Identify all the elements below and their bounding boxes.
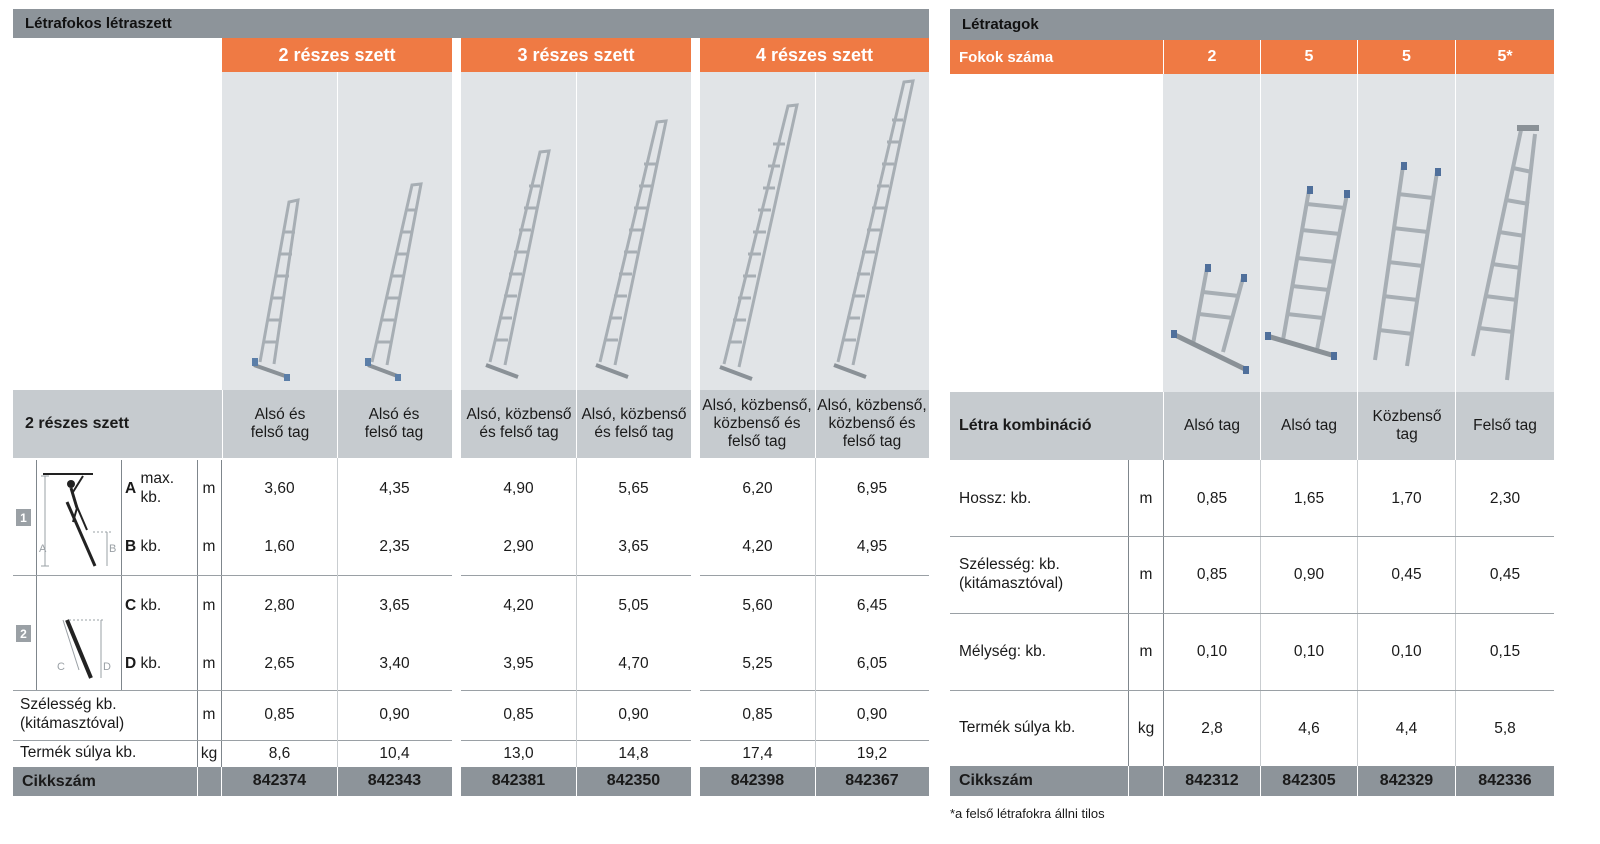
row-d-unit: m xyxy=(202,655,216,673)
row-c-label xyxy=(125,593,197,619)
person-on-ladder-diagram xyxy=(37,462,121,572)
r-depth-3: 0,10 xyxy=(1391,643,1422,661)
row-a-text: max. kb. xyxy=(140,470,175,506)
row-c-unit: m xyxy=(202,597,216,615)
r-weight-unit: kg xyxy=(1137,719,1155,737)
row-a-label xyxy=(125,470,197,506)
b-val-2: 2,35 xyxy=(379,538,410,556)
r-width-4: 0,45 xyxy=(1489,566,1521,584)
col-desc-6: Alsó, közbenső, közbenső és felső tag xyxy=(817,397,927,450)
a-val-2: 4,35 xyxy=(379,480,410,498)
row-c-text: kb. xyxy=(140,596,162,614)
set-header-2: 2 részes szett xyxy=(222,38,452,72)
r-depth-4: 0,15 xyxy=(1489,643,1521,661)
wt-val-3: 13,0 xyxy=(503,744,534,762)
row-a-unit: m xyxy=(202,480,216,498)
row-b-letter: B xyxy=(125,537,137,555)
row-b-label xyxy=(125,534,197,560)
col-desc-1: Alsó és felső tag xyxy=(250,406,310,441)
left-weight-unit: kg xyxy=(200,744,218,762)
tag-1: Alsó tag xyxy=(1183,417,1240,435)
col-desc-5: Alsó, közbenső, közbenső és felső tag xyxy=(702,397,812,450)
r-weight-label: Termék súlya kb. xyxy=(959,719,1076,737)
leaning-ladder-diagram xyxy=(37,580,121,688)
row-d-letter: D xyxy=(125,654,137,672)
row-a-letter: A xyxy=(125,479,137,497)
w-val-5: 0,85 xyxy=(742,706,773,724)
tag-3: Közbenső tag xyxy=(1372,408,1442,443)
right-table-title: Létratagok xyxy=(950,9,1554,40)
r-width-label: Szélesség: kb. (kitámasztóval) xyxy=(959,556,1064,592)
b-val-6: 4,95 xyxy=(856,538,888,556)
row-b-text: kb. xyxy=(140,537,162,555)
r-length-label: Hossz: kb. xyxy=(959,489,1032,507)
r-width-1: 0,85 xyxy=(1196,566,1228,584)
steps-3: 5 xyxy=(1358,40,1455,74)
fokok-label: Fokok száma xyxy=(950,40,1163,74)
code-5: 842398 xyxy=(730,772,785,790)
r-length-2: 1,65 xyxy=(1293,490,1325,508)
r-length-1: 0,85 xyxy=(1196,490,1228,508)
diagram-letter-a: A xyxy=(39,543,47,555)
r-code-1: 842312 xyxy=(1185,771,1239,789)
code-1: 842374 xyxy=(252,772,307,790)
wt-val-5: 17,4 xyxy=(742,744,773,762)
tag-2: Alsó tag xyxy=(1280,417,1337,435)
r-weight-1: 2,8 xyxy=(1201,719,1223,737)
wt-val-2: 10,4 xyxy=(379,744,410,762)
steps-4: 5* xyxy=(1456,40,1554,74)
r-code-4: 842336 xyxy=(1478,771,1532,789)
r-width-3: 0,45 xyxy=(1391,566,1422,584)
code-6: 842367 xyxy=(845,772,899,790)
w-val-1: 0,85 xyxy=(264,706,295,724)
d-val-4: 4,70 xyxy=(618,655,649,673)
b-val-4: 3,65 xyxy=(618,538,649,556)
r-weight-4: 5,8 xyxy=(1494,719,1516,737)
a-val-5: 6,20 xyxy=(742,480,773,498)
a-val-6: 6,95 xyxy=(856,480,888,498)
r-length-3: 1,70 xyxy=(1391,490,1422,508)
badge-2: 2 xyxy=(16,625,31,642)
c-val-1: 2,80 xyxy=(264,597,295,615)
left-row-header: 2 részes szett xyxy=(25,415,130,433)
w-val-3: 0,85 xyxy=(503,706,534,724)
a-val-3: 4,90 xyxy=(503,480,534,498)
wt-val-6: 19,2 xyxy=(856,744,888,762)
d-val-3: 3,95 xyxy=(503,655,534,673)
r-width-2: 0,90 xyxy=(1293,566,1325,584)
d-val-5: 5,25 xyxy=(742,655,773,673)
c-val-4: 5,05 xyxy=(618,597,649,615)
row-d-label xyxy=(125,651,197,677)
diagram-letter-d: D xyxy=(103,661,111,673)
d-val-2: 3,40 xyxy=(379,655,410,673)
r-code-2: 842305 xyxy=(1282,771,1336,789)
diagram-letter-c: C xyxy=(57,661,65,673)
r-weight-2: 4,6 xyxy=(1298,719,1320,737)
tag-4: Felső tag xyxy=(1473,417,1537,435)
r-depth-2: 0,10 xyxy=(1293,643,1325,661)
w-val-2: 0,90 xyxy=(379,706,410,724)
row-c-letter: C xyxy=(125,596,137,614)
r-width-unit: m xyxy=(1139,566,1153,584)
steps-2: 5 xyxy=(1261,40,1357,74)
badge-1: 1 xyxy=(16,509,31,526)
set-header-4: 4 részes szett xyxy=(700,38,929,72)
r-depth-1: 0,10 xyxy=(1196,643,1228,661)
ladder-illustration xyxy=(1163,74,1554,392)
r-weight-3: 4,4 xyxy=(1395,719,1418,737)
c-val-5: 5,60 xyxy=(742,597,773,615)
col-desc-2: Alsó és felső tag xyxy=(364,406,424,441)
left-width-unit: m xyxy=(202,706,216,724)
r-length-unit: m xyxy=(1139,490,1153,508)
d-val-1: 2,65 xyxy=(264,655,295,673)
r-depth-label: Mélység: kb. xyxy=(959,642,1047,660)
r-code-3: 842329 xyxy=(1379,771,1434,789)
col-desc-3: Alsó, közbenső és felső tag xyxy=(466,406,572,441)
row-d-text: kb. xyxy=(140,654,162,672)
left-code-label: Cikkszám xyxy=(22,772,96,790)
code-4: 842350 xyxy=(606,772,661,790)
left-weight-label: Termék súlya kb. xyxy=(20,744,137,762)
w-val-6: 0,90 xyxy=(856,706,888,724)
a-val-4: 5,65 xyxy=(618,480,649,498)
d-val-6: 6,05 xyxy=(856,655,888,673)
steps-1: 2 xyxy=(1164,40,1260,74)
combo-label: Létra kombináció xyxy=(959,417,1092,435)
c-val-3: 4,20 xyxy=(503,597,534,615)
c-val-6: 6,45 xyxy=(856,597,888,615)
left-width-label: Szélesség kb. (kitámasztóval) xyxy=(20,696,125,732)
b-val-5: 4,20 xyxy=(742,538,773,556)
a-val-1: 3,60 xyxy=(264,480,295,498)
b-val-1: 1,60 xyxy=(264,538,295,556)
left-table-title: Létrafokos létraszett xyxy=(13,9,929,38)
wt-val-4: 14,8 xyxy=(618,744,649,762)
footnote: *a felső létrafokra állni tilos xyxy=(950,806,1105,821)
c-val-2: 3,65 xyxy=(379,597,410,615)
row-b-unit: m xyxy=(202,538,216,556)
code-3: 842381 xyxy=(491,772,546,790)
code-2: 842343 xyxy=(367,772,422,790)
set-header-3: 3 részes szett xyxy=(461,38,691,72)
diagram-letter-b: B xyxy=(109,543,117,555)
ladder-illustration xyxy=(222,72,929,390)
r-length-4: 2,30 xyxy=(1489,490,1521,508)
b-val-3: 2,90 xyxy=(503,538,534,556)
col-desc-4: Alsó, közbenső és felső tag xyxy=(581,406,687,441)
right-code-label: Cikkszám xyxy=(959,772,1033,790)
w-val-4: 0,90 xyxy=(618,706,649,724)
r-depth-unit: m xyxy=(1139,643,1153,661)
wt-val-1: 8,6 xyxy=(268,744,291,762)
